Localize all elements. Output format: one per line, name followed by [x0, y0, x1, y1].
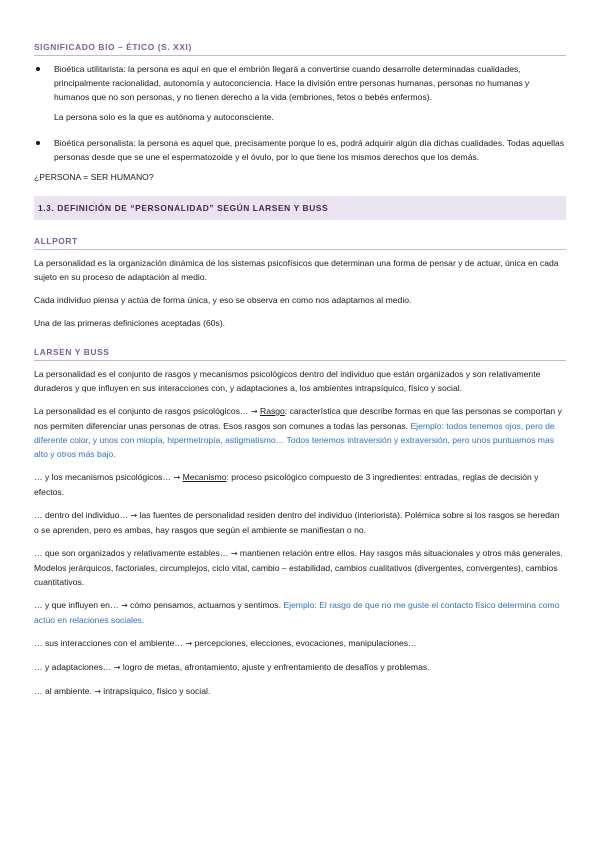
- larsen-interacciones: [34, 636, 566, 651]
- allport-explanation: Cada individuo piensa y actúa de forma única, y eso se observa en como nos adaptamos al medio.: [34, 295, 412, 305]
- interacciones-lead: … sus interacciones con el ambiente…: [34, 638, 184, 648]
- bioetica-list: [34, 62, 566, 104]
- arrow-icon: →: [113, 663, 121, 672]
- term-rasgo: Rasgo: [259, 406, 285, 416]
- mecanismos-lead: … y los mecanismos psicológicos…: [34, 472, 172, 482]
- ambiente-text: intrapsíquico, físico y social.: [103, 686, 211, 696]
- arrow-icon: →: [120, 601, 128, 610]
- heading-significado-bioetico: SIGNIFICADO BIO – ÉTICO (S. XXI): [34, 40, 566, 56]
- heading-allport: ALLPORT: [34, 234, 566, 250]
- bioetica-list-2: [34, 136, 566, 164]
- influyen-lead: … y que influyen en…: [34, 600, 119, 610]
- arrow-icon: →: [230, 549, 238, 558]
- larsen-rasgos: [34, 404, 566, 461]
- adaptaciones-text: logro de metas, afrontamiento, ajuste y enfrentamiento de desafíos y problemas.: [122, 662, 430, 672]
- arrow-icon: →: [94, 687, 101, 696]
- larsen-influyen: [34, 598, 566, 627]
- individuo-text: las fuentes de personalidad residen dentro del individuo (interiorista). Polémica sobre si los rasgos se heredan o se aprenden, pero es ambas, hay rasgos que según el ambiente se manifiestan o no.: [34, 510, 560, 535]
- larsen-individuo: [34, 508, 566, 537]
- banner-definicion-personalidad: 1.3. DEFINICIÓN DE “PERSONALIDAD” SEGÚN LARSEN Y BUSS: [34, 196, 566, 220]
- mecanismo-definition: : proceso psicológico compuesto de 3 ingredientes: entradas, reglas de decisión y efectos.: [34, 472, 539, 497]
- bullet-personalista: Bioética personalista: la persona es aquel que, precisamente porque lo es, podrá adquirir algún día dichas cualidades. Todas aquellas personas desde que se une el espermatozoide y el óvulo, por lo que tiene los mismos derechos que los demás.: [34, 136, 566, 164]
- term-mecanismo: Mecanismo: [182, 472, 227, 482]
- larsen-ambiente: [34, 684, 566, 699]
- individuo-lead: … dentro del individuo…: [34, 510, 129, 520]
- larsen-organizados: [34, 546, 566, 589]
- rasgo-definition: : característica que describe formas en que las personas se comportan y nos permiten diferenciar unas personas de otras. Esos rasgos son comunes a todas las personas.: [34, 406, 562, 431]
- heading-larsen-buss: LARSEN Y BUSS: [34, 345, 566, 361]
- ambiente-lead: … al ambiente.: [34, 686, 92, 696]
- rasgo-example: Ejemplo: todos tenemos ojos, pero de diferente color, y unos con miopía, hipermetropía, astigmatismo… Todos tenemos intraversión y extraversión, pero unos puntuamos mas alto y otros más bajo.: [34, 421, 555, 459]
- larsen-mecanismos: [34, 470, 566, 499]
- arrow-icon: →: [173, 473, 181, 482]
- allport-note: Una de las primeras definiciones aceptadas (60s).: [34, 318, 226, 328]
- organizados-lead: … que son organizados y relativamente estables…: [34, 548, 229, 558]
- arrow-icon: →: [130, 511, 138, 520]
- interacciones-text: percepciones, elecciones, evocaciones, manipulaciones…: [194, 638, 417, 648]
- allport-definition: La personalidad es la organización dinámica de los sistemas psicofísicos que determinan una forma de pensar y de actuar, única en cada sujeto en su proceso de adaptación al medio.: [34, 258, 559, 282]
- rasgos-lead: La personalidad es el conjunto de rasgos psicológicos…: [34, 406, 249, 416]
- arrow-icon: →: [185, 639, 193, 648]
- larsen-definition: La personalidad es el conjunto de rasgos y mecanismos psicológicos dentro del individuo que están organizados y son relativamente duraderos y que influyen en sus interacciones con, y adaptaciones a, los ambientes intrapsíquico, físico y social.: [34, 369, 541, 393]
- bullet-utilitarista: Bioética utilitarista: la persona es aquí en que el embrión llegará a convertirse cuando desarrolle determinadas cualidades, principalmente racionalidad, autonomía y autoconciencia. Hace la división entre personas humanas, personas no humanas y humanos que no son personas, y no tienen derecho a la vida (embriones, fetos o bebés enfermos).: [34, 62, 566, 104]
- adaptaciones-lead: … y adaptaciones…: [34, 662, 112, 672]
- arrow-icon: →: [250, 407, 258, 416]
- note-autonoma: La persona solo es la que es autónoma y autoconsciente.: [54, 112, 274, 122]
- document-content: [34, 40, 566, 708]
- influyen-text: cómo pensamos, actuamos y sentimos.: [130, 600, 281, 610]
- influyen-example: Ejemplo: El rasgo de que no me guste el contacto físico determina como actúo en relaciones sociales.: [34, 600, 560, 625]
- larsen-adaptaciones: [34, 660, 566, 675]
- question-persona: ¿PERSONA = SER HUMANO?: [34, 172, 154, 182]
- organizados-text: mantienen relación entre ellos. Hay rasgos más situacionales y otros más generales. Modelos jerárquicos, factoriales, circumplejos, ciclo vital, cambio – estabilidad, cambios cualitativos (divergentes, convergentes), cambios cuantitativos.: [34, 548, 563, 587]
